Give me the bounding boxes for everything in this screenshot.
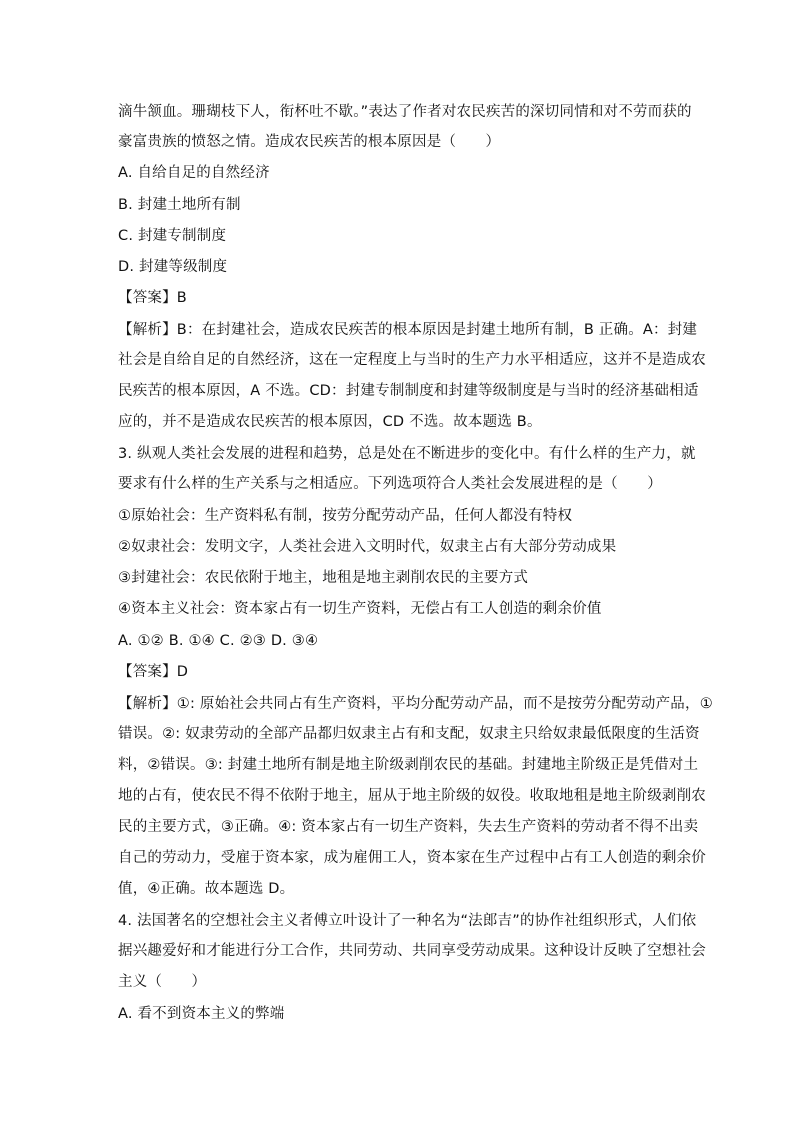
question-3-statement-1: ①原始社会：生产资料私有制，按劳分配劳动产品，任何人都没有特权 xyxy=(118,508,573,524)
question-3-analysis-line-2: 错误。②: 奴隶劳动的全部产品都归奴隶主占有和支配，奴隶主只给奴隶最低限度的生活资 xyxy=(118,726,700,742)
question-2-option-c: C. 封建专制制度 xyxy=(118,228,227,244)
question-3-analysis-line-1: 【解析】①: 原始社会共同占有生产资料，平均分配劳动产品，而不是按劳分配劳动产品，① xyxy=(118,696,713,712)
question-4-stem-line-2: 据兴趣爱好和才能进行分工合作，共同劳动、共同享受劳动成果。这种设计反映了空想社会 xyxy=(118,943,706,959)
question-3-statement-3: ③封建社会：农民依附于地主，地租是地主剥削农民的主要方式 xyxy=(118,570,529,586)
question-3-analysis-line-5: 民的主要方式，③正确。④: 资本家占有一切生产资料，失去生产资料的劳动者不得不出卖 xyxy=(118,819,699,835)
question-3-analysis-line-7: 值，④正确。故本题选 D。 xyxy=(118,881,295,897)
question-2-option-d: D. 封建等级制度 xyxy=(118,259,228,275)
question-3-answer: 【答案】D xyxy=(118,664,189,680)
question-3-stem-line-1: 3. 纵观人类社会发展的进程和趋势，总是处在不断进步的变化中。有什么样的生产力，就 xyxy=(118,446,696,462)
question-2-option-a: A. 自给自足的自然经济 xyxy=(118,165,270,181)
question-2-stem-line-1: 滴牛颔血。珊瑚枝下人，衔杯吐不歇。”表达了作者对农民疾苦的深切同情和对不劳而获的 xyxy=(118,104,692,120)
question-2-option-b: B. 封建土地所有制 xyxy=(118,197,241,213)
question-2-analysis-line-4: 应的，并不是造成农民疾苦的根本原因，CD 不选。故本题选 B。 xyxy=(118,414,542,430)
question-4-option-a: A. 看不到资本主义的弊端 xyxy=(118,1006,285,1022)
question-2-answer: 【答案】B xyxy=(118,290,187,306)
question-3-analysis-line-4: 地的占有，使农民不得不依附于地主，屈从于地主阶级的奴役。收取地租是地主阶级剥削农 xyxy=(118,788,706,804)
question-4-stem-line-1: 4. 法国著名的空想社会主义者傅立叶设计了一种名为“法郎吉”的协作社组织形式，人们依 xyxy=(118,913,697,929)
question-3-analysis-line-3: 料，②错误。③: 封建土地所有制是地主阶级剥削农民的基础。封建地主阶级正是凭借对土 xyxy=(118,757,699,773)
question-3-analysis-line-6: 自己的劳动力，受雇于资本家，成为雇佣工人，资本家在生产过程中占有工人创造的剩余价 xyxy=(118,850,706,866)
question-2-analysis-line-3: 民疾苦的根本原因，A 不选。CD：封建专制制度和封建等级制度是与当时的经济基础相适 xyxy=(118,383,699,399)
question-2-analysis-line-1: 【解析】B：在封建社会，造成农民疾苦的根本原因是封建土地所有制，B 正确。A：封建 xyxy=(118,322,698,338)
question-3-statement-4: ④资本主义社会：资本家占有一切生产资料，无偿占有工人创造的剩余价值 xyxy=(118,601,602,617)
question-3-stem-line-2: 要求有什么样的生产关系与之相适应。下列选项符合人类社会发展进程的是（ ） xyxy=(118,476,662,492)
question-2-stem-line-2: 豪富贵族的愤怒之情。造成农民疾苦的根本原因是（ ） xyxy=(118,134,501,150)
question-4-stem-line-3: 主义（ ） xyxy=(118,974,207,990)
question-3-options: A. ①② B. ①④ C. ②③ D. ③④ xyxy=(118,633,319,649)
question-3-statement-2: ②奴隶社会：发明文字，人类社会进入文明时代，奴隶主占有大部分劳动成果 xyxy=(118,539,617,555)
question-2-analysis-line-2: 社会是自给自足的自然经济，这在一定程度上与当时的生产力水平相适应，这并不是造成农 xyxy=(118,352,706,368)
